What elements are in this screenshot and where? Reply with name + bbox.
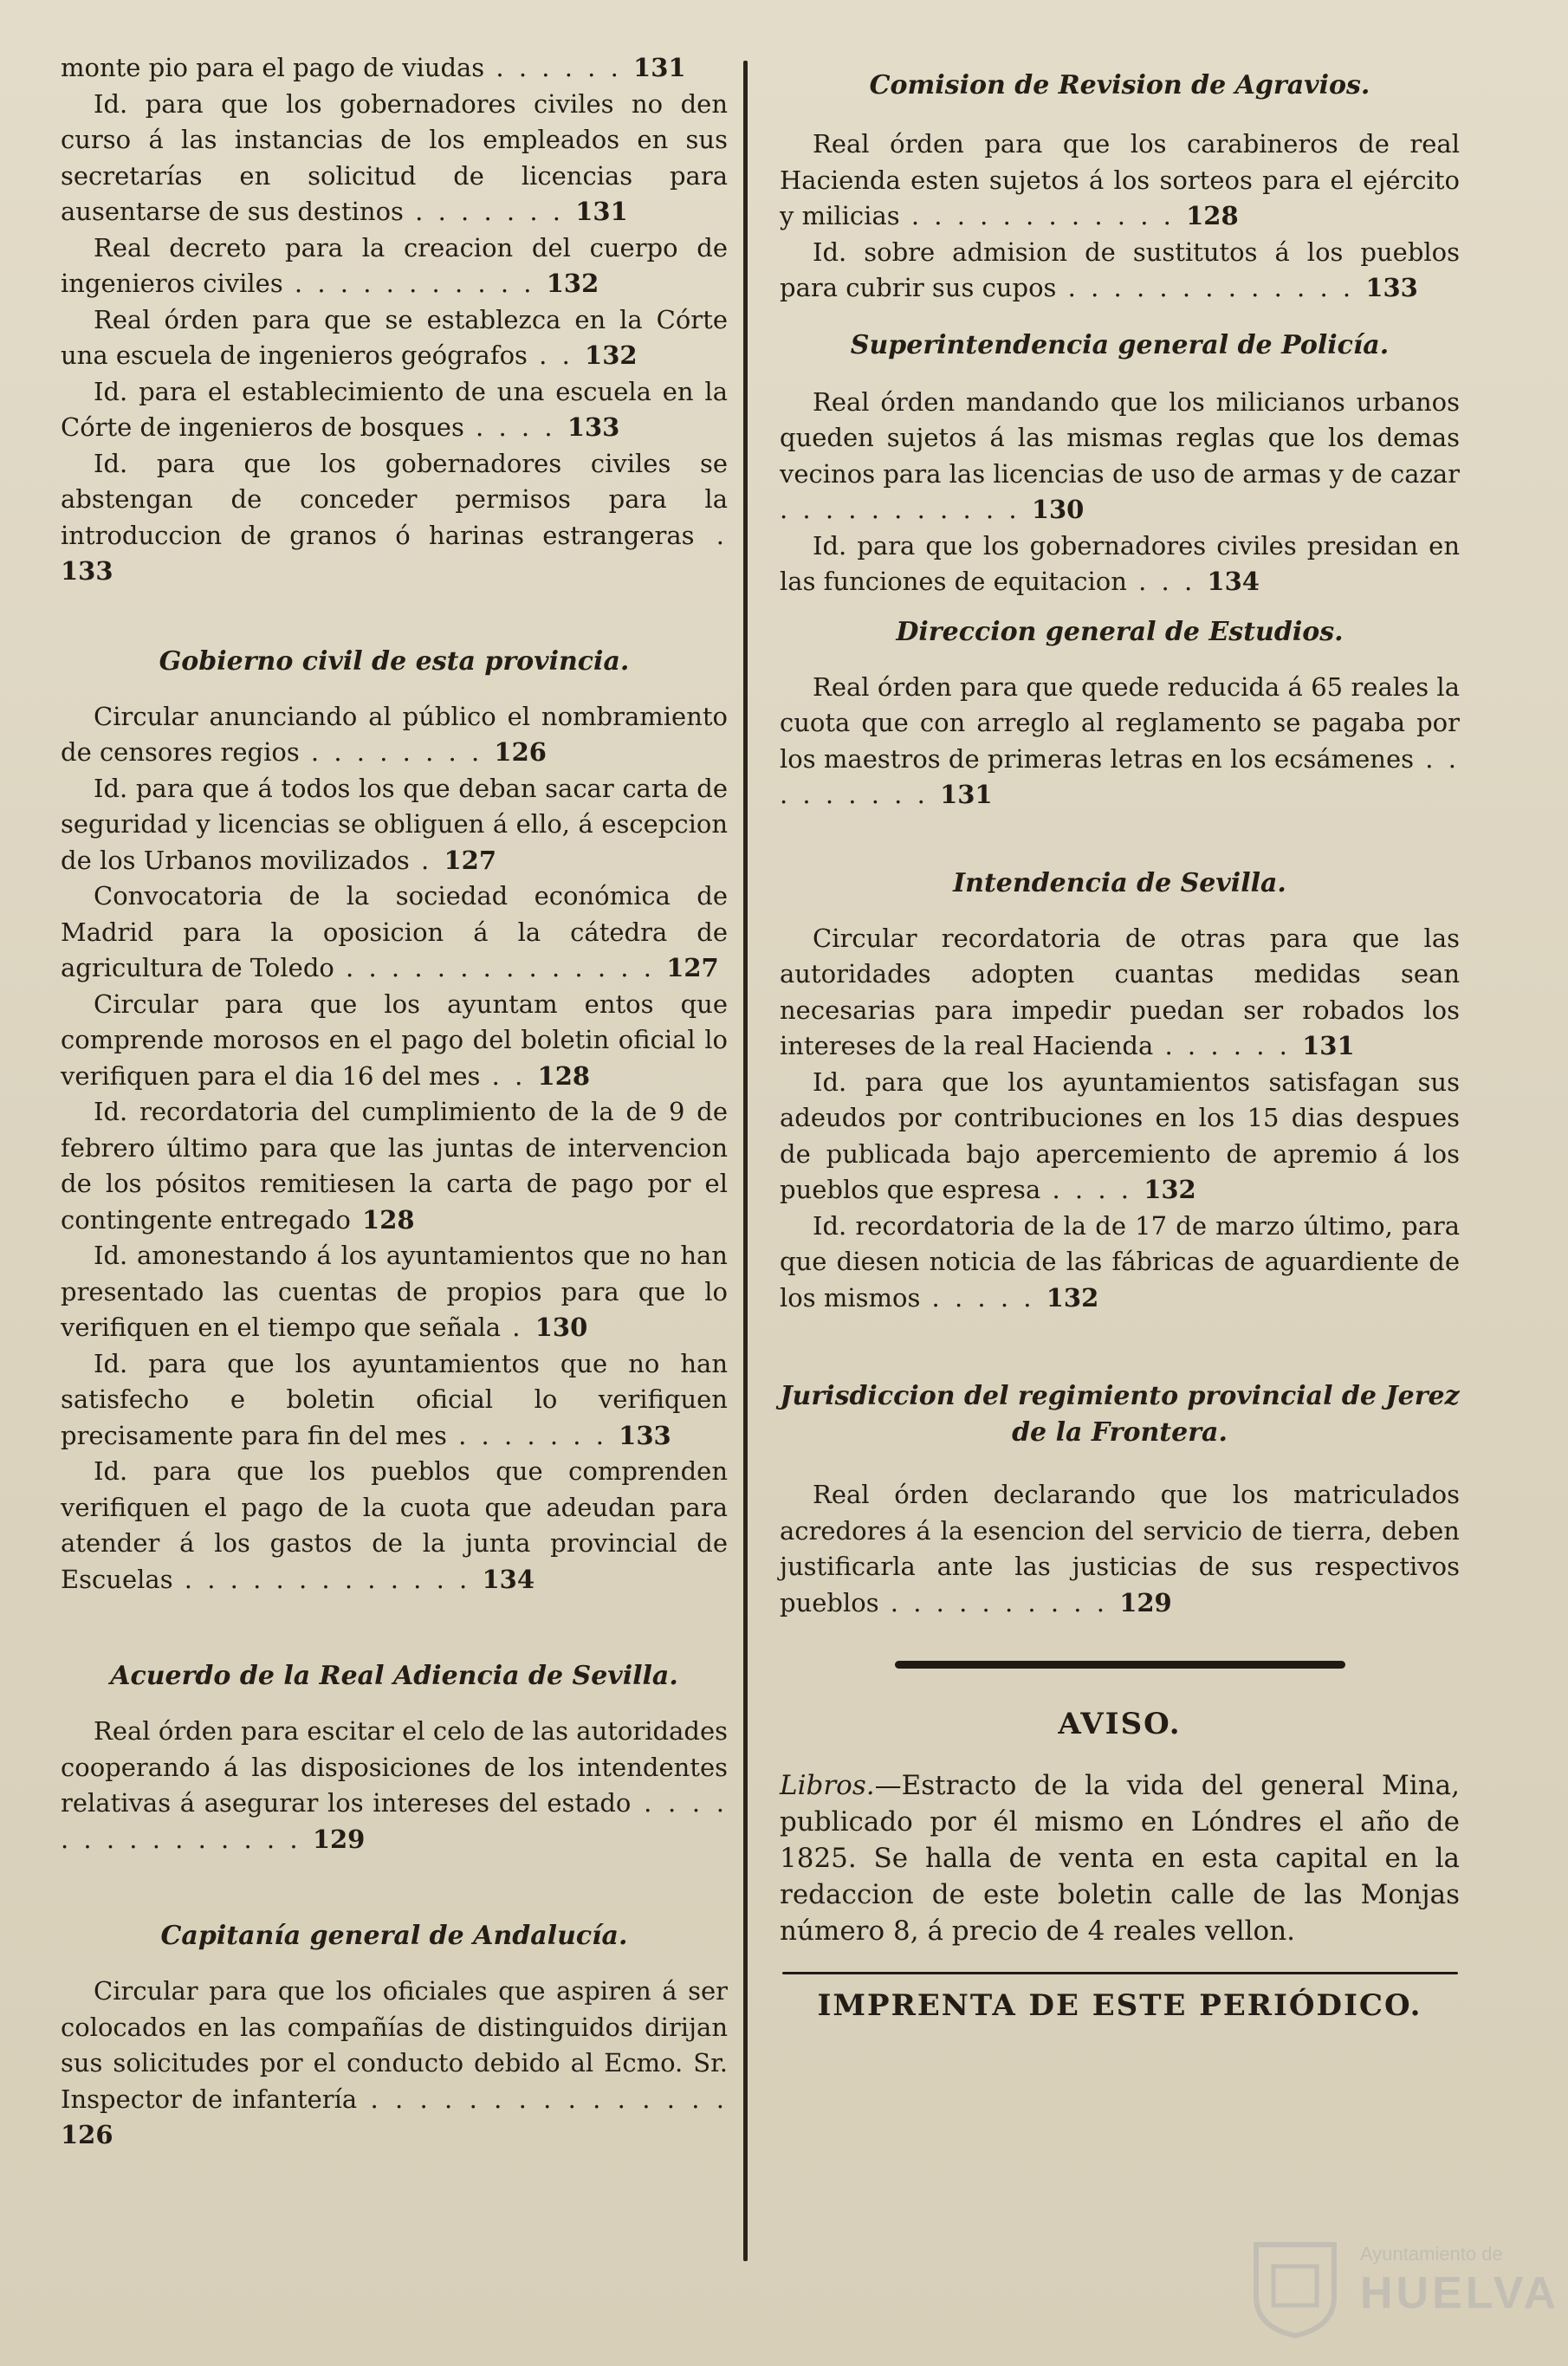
entry-text: Id. para que los pueblos que comprenden verifiquen el pago de la cuota que adeudan para atender á los gastos de la junta provincial de Escuelas (61, 1456, 728, 1594)
entry-text: Real órden para que quede reducida á 65 reales la cuota que con arreglo al reglamento se pagaba por los maestros de primeras letras en los ecsámenes (780, 671, 1460, 774)
entry-text: Id. para que los gobernadores civiles presidan en las funciones de equitacion (780, 530, 1460, 596)
entry-page: 130 (1031, 495, 1085, 524)
section-direccion-estudios (780, 670, 1460, 814)
index-entry: Id. para que los gobernadores civiles no den curso á las instancias de los empleados en sus secretarías en solicitud de licencias para ausentarse de sus destinos . . . . . . . 131 (61, 88, 728, 226)
index-entry: Id. para que los gobernadores civiles se abstengan de conceder permisos para la introduccion de granos ó harinas estrangeras . 133 (61, 448, 728, 586)
entry-text: Id. recordatoria de la de 17 de marzo último, para que diesen noticia de las fábricas de aguardiente de los mismos (780, 1210, 1460, 1313)
entry-text: Id. para el establecimiento de una escuela en la Córte de ingenieros de bosques (61, 376, 728, 442)
entry-page: 126 (61, 2120, 113, 2149)
section-heading: Direccion general de Estudios. (896, 616, 1344, 647)
entry-page: 131 (1302, 1031, 1355, 1060)
index-entry: Id. para que los pueblos que comprenden verifiquen el pago de la cuota que adeudan para atender á los gastos de la junta provincial de Escuelas . . . . . . . . . . . . . 134 (61, 1456, 728, 1594)
section-heading: Acuerdo de la Real Adiencia de Sevilla. (110, 1661, 678, 1691)
watermark (1247, 2236, 1560, 2340)
entry-page: 131 (575, 197, 628, 226)
entry-text: Id. para que los ayuntamientos que no han satisfecho e boletin oficial lo verifiquen precisamente para fin del mes (61, 1348, 728, 1450)
index-entry: Id. para que los gobernadores civiles presidan en las funciones de equitacion . . . 134 (780, 530, 1460, 596)
column-divider (743, 61, 748, 2261)
index-entry: Real órden declarando que los matriculados acredores á la esencion del servicio de tierra, deben justificarla ante las justicias de sus respectivos pueblos . . . . . . . . . . 129 (780, 1480, 1460, 1617)
section-real-audiencia (61, 1714, 728, 1857)
left-intro-list (61, 50, 728, 590)
entry-page: 133 (61, 556, 113, 586)
index-entry: Real decreto para la creacion del cuerpo de ingenieros civiles . . . . . . . . . . . 132 (61, 232, 728, 298)
section-heading: Capitanía general de Andalucía. (160, 1921, 628, 1951)
section-intendencia-sevilla (780, 921, 1460, 1317)
index-entry: Id. para el establecimiento de una escuela en la Córte de ingenieros de bosques . . . . 133 (61, 376, 728, 442)
section-superintendencia-policia (780, 385, 1460, 600)
entry-text: Id. amonestando á los ayuntamientos que no han presentado las cuentas de propios para que lo verifiquen en el tiempo que señala (61, 1241, 728, 1342)
entry-text: Circular para que los ayuntam entos que comprende morosos en el pago del boletin oficial lo verifiquen para el dia 16 del mes (61, 989, 728, 1091)
index-entry: Id. para que á todos los que deban sacar carta de seguridad y licencias se obliguen á ello, á escepcion de los Urbanos movilizados . 127 (61, 773, 728, 875)
entry-page: 134 (1207, 567, 1260, 596)
entry-page: 129 (312, 1824, 366, 1854)
index-entry: Real órden mandando que los milicianos urbanos queden sujetos á las mismas reglas que los demas vecinos para las licencias de uso de armas y de cazar . . . . . . . . . . . 130 (780, 386, 1460, 524)
coat-of-arms-icon (1247, 2236, 1343, 2340)
index-entry: Id. para que los ayuntamientos satisfagan sus adeudos por contribuciones en los 15 dias despues de publicada bajo apercemiento de apremio á los pueblos que espresa . . . . 132 (780, 1066, 1460, 1204)
index-entry: Id. sobre admision de sustitutos á los pueblos para cubrir sus cupos . . . . . . . . . . . . . 133 (780, 237, 1460, 302)
section-heading: Gobierno civil de esta provincia. (159, 645, 630, 677)
index-entry (61, 1094, 728, 1238)
entry-text: Real órden para que se establezca en la Córte una escuela de ingenieros geógrafos (61, 304, 728, 370)
right-column (780, 50, 1460, 2023)
section-heading: Jurisdiccion del regimiento provincial de Jerez de la Frontera. (780, 1381, 1460, 1448)
entry-text: Convocatoria de la sociedad económica de Madrid para la oposicion á la cátedra de agricultura de Toledo (61, 881, 728, 982)
entry-page: 131 (940, 780, 993, 809)
aviso-label: Libros. (780, 1770, 875, 1801)
index-entry: Id. recordatoria de la de 17 de marzo último, para que diesen noticia de las fábricas de aguardiente de los mismos . . . . . 132 (780, 1210, 1460, 1313)
entry-page: 133 (567, 412, 620, 442)
entry-text: Real órden mandando que los milicianos urbanos queden sujetos á las mismas reglas que los demas vecinos para las licencias de uso de armas y de cazar (780, 386, 1460, 489)
entry-text: Id. para que los gobernadores civiles se abstengan de conceder permisos para la introduccion de granos ó harinas estrangeras (61, 448, 728, 550)
index-entry: Circular recordatoria de otras para que las autoridades adopten cuantas medidas sean necesarias para impedir puedan ser robados los intereses de la real Hacienda . . . . . . 131 (780, 923, 1460, 1060)
entry-text: Id. para que los ayuntamientos satisfagan sus adeudos por contribuciones en los 15 dias despues de publicada bajo apercemiento de apremio á los pueblos que espresa (780, 1066, 1460, 1204)
entry-page: 128 (362, 1204, 415, 1235)
entry-text: Real órden declarando que los matriculados acredores á la esencion del servicio de tierra, deben justificarla ante las justicias de sus respectivos pueblos (780, 1480, 1460, 1617)
entry-text: Circular para que los oficiales que aspiren á ser colocados en las compañías de distinguidos dirijan sus solicitudes por el conducto debido al Ecmo. Sr. Inspector de infantería (61, 1976, 728, 2114)
imprenta-footer: IMPRENTA DE ESTE PERIÓDICO. (817, 1988, 1422, 2023)
section-heading: Intendencia de Sevilla. (953, 867, 1286, 898)
watermark-line1: Ayuntamiento de (1360, 2243, 1503, 2265)
index-entry: Real órden para que los carabineros de real Hacienda esten sujetos á los sorteos para el ejército y milicias . . . . . . . . . . . . 128 (780, 129, 1460, 230)
index-entry: Id. amonestando á los ayuntamientos que no han presentado las cuentas de propios para que lo verifiquen en el tiempo que señala . 130 (61, 1241, 728, 1342)
section-gobierno-civil (61, 699, 728, 1598)
section-rule (895, 1661, 1345, 1669)
section-jurisdiccion-jerez (780, 1477, 1460, 1621)
index-entry: Id. para que los ayuntamientos que no han satisfecho e boletin oficial lo verifiquen precisamente para fin del mes . . . . . . . 133 (61, 1348, 728, 1450)
entry-page: 132 (1144, 1175, 1196, 1204)
entry-text: Id. para que á todos los que deban sacar carta de seguridad y licencias se obliguen á ello, á escepcion de los Urbanos movilizados (61, 773, 728, 875)
index-entry: Real órden para escitar el celo de las autoridades cooperando á las disposiciones de los intendentes relativas á asegurar los intereses del estado . . . . . . . . . . . . . . . 129 (61, 1716, 728, 1854)
entry-page: 131 (633, 53, 686, 82)
index-entry: Real órden para que quede reducida á 65 reales la cuota que con arreglo al reglamento se pagaba por los maestros de primeras letras en los ecsámenes . . . . . . . . . 131 (780, 671, 1461, 809)
entry-page: 132 (546, 269, 599, 298)
entry-text: Circular recordatoria de otras para que las autoridades adopten cuantas medidas sean necesarias para impedir puedan ser robados los intereses de la real Hacienda (780, 923, 1460, 1060)
entry-page: 133 (619, 1420, 671, 1450)
entry-page: 129 (1119, 1587, 1172, 1617)
entry-page: 132 (585, 340, 638, 370)
entry-page: 134 (482, 1564, 535, 1594)
entry-text: Id. para que los gobernadores civiles no den curso á las instancias de los empleados en sus secretarías en solicitud de licencias para ausentarse de sus destinos (61, 88, 728, 226)
left-column (61, 50, 728, 2154)
entry-page: 126 (494, 737, 547, 767)
entry-page: 132 (1046, 1282, 1099, 1313)
aviso-title: AVISO. (1058, 1707, 1182, 1741)
aviso-body (780, 1767, 1460, 1949)
section-heading: Superintendencia general de Policía. (850, 329, 1390, 360)
entry-page: 133 (1365, 273, 1418, 302)
index-entry: Circular para que los ayuntam entos que comprende morosos en el pago del boletin oficial lo verifiquen para el dia 16 del mes . . 128 (61, 989, 728, 1091)
entry-text: monte pio para el pago de viudas (61, 53, 485, 82)
entry-text: Real decreto para la creacion del cuerpo de ingenieros civiles (61, 232, 728, 298)
index-entry: Circular anunciando al público el nombramiento de censores regios . . . . . . . . 126 (61, 701, 728, 767)
index-entry: Real órden para que se establezca en la Córte una escuela de ingenieros geógrafos . . 132 (61, 304, 728, 370)
entry-text: Real órden para escitar el celo de las autoridades cooperando á las disposiciones de los intendentes relativas á asegurar los intereses del estado (61, 1716, 728, 1818)
entry-page: 127 (666, 953, 719, 982)
watermark-line2: HUELVA (1360, 2268, 1560, 2318)
section-capitania-general (61, 1974, 728, 2154)
aviso-text: —Estracto de la vida del general Mina, publicado por él mismo en Lóndres el año de 1825. Se halla de venta en esta capital en la redaccion de este boletin calle de las Monjas número 8, á precio de 4 reales vellon. (780, 1770, 1460, 1947)
entry-text: Id. recordatoria del cumplimiento de la de 9 de febrero último para que las juntas de intervencion de los pósitos remitiesen la carta de pago por el contingente entregado (61, 1097, 728, 1235)
entry-text: Real órden para que los carabineros de real Hacienda esten sujetos á los sorteos para el ejército y milicias (780, 129, 1460, 230)
entry-page: 128 (1186, 201, 1239, 230)
index-entry: Convocatoria de la sociedad económica de Madrid para la oposicion á la cátedra de agricultura de Toledo . . . . . . . . . . . . . . 127 (61, 881, 728, 982)
entry-text: Circular anunciando al público el nombramiento de censores regios (61, 701, 728, 767)
index-entry: Circular para que los oficiales que aspiren á ser colocados en las compañías de distinguidos dirijan sus solicitudes por el conducto debido al Ecmo. Sr. Inspector de infantería . . . . . . . . . . . . . . . 126 (61, 1976, 728, 2149)
section-comision-revision (780, 126, 1460, 307)
section-heading: Comision de Revision de Agravios. (869, 70, 1370, 100)
entry-page: 128 (537, 1060, 591, 1091)
entry-text: Id. sobre admision de sustitutos á los pueblos para cubrir sus cupos (780, 237, 1460, 302)
entry-page: 127 (444, 845, 497, 875)
index-entry: monte pio para el pago de viudas . . . . . . 131 (61, 53, 686, 82)
entry-page: 130 (535, 1313, 588, 1342)
